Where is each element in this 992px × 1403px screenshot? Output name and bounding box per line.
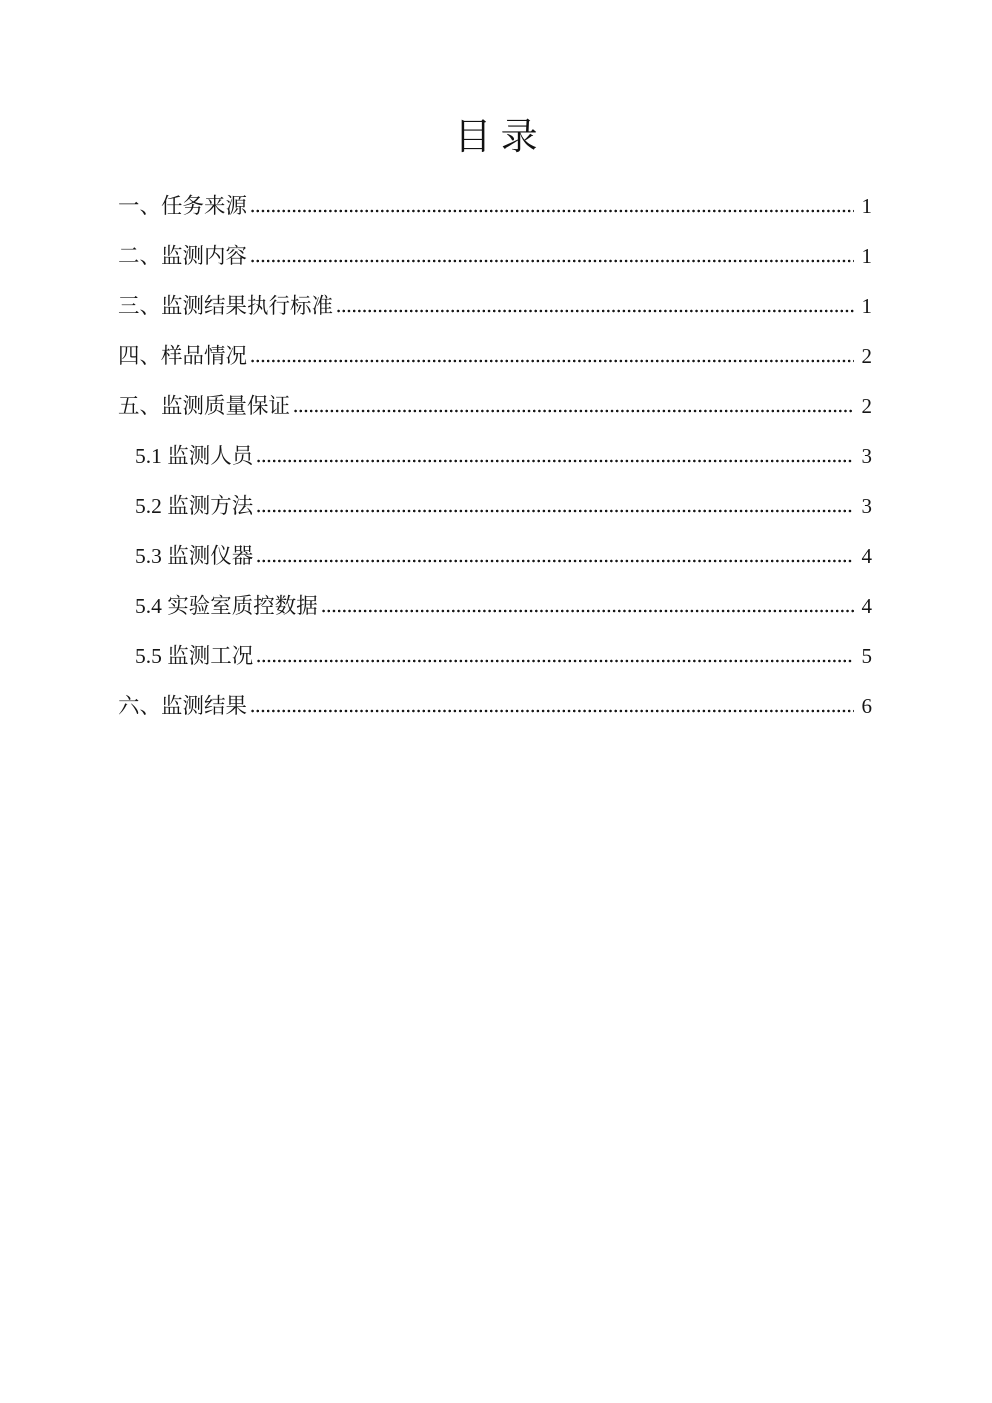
- toc-entry-5[interactable]: [118, 381, 872, 431]
- dot-leader: [336, 309, 854, 313]
- toc-entry-page: 3: [861, 494, 872, 518]
- dot-leader: [256, 559, 854, 563]
- toc-entry-label: 5.5 监测工况: [135, 644, 254, 668]
- toc-entry-label: 四、样品情况: [118, 344, 248, 368]
- toc-entry-page: 1: [861, 294, 872, 318]
- toc-entry-5-5[interactable]: [118, 631, 872, 681]
- toc-entry-label: 5.4 实验室质控数据: [135, 594, 318, 618]
- toc-entry-page: 6: [861, 694, 872, 718]
- toc-entry-2[interactable]: [118, 231, 872, 281]
- dot-leader: [250, 209, 854, 213]
- toc-entry-page: 5: [861, 644, 872, 668]
- toc-entry-label: 五、监测质量保证: [118, 394, 291, 418]
- toc-entry-label: 六、监测结果: [118, 694, 248, 718]
- dot-leader: [293, 409, 854, 413]
- toc-title: 目 录: [454, 117, 538, 158]
- dot-leader: [250, 359, 854, 363]
- dot-leader: [250, 709, 854, 713]
- toc-entry-page: 4: [861, 594, 872, 618]
- toc-entry-3[interactable]: [118, 281, 872, 331]
- toc-entry-label: 一、任务来源: [118, 194, 248, 218]
- toc-entry-label: 5.2 监测方法: [135, 494, 254, 518]
- toc-entry-label: 5.1 监测人员: [135, 444, 254, 468]
- dot-leader: [321, 609, 854, 613]
- toc-entry-label: 5.3 监测仪器: [135, 544, 254, 568]
- toc-entry-page: 1: [861, 244, 872, 268]
- toc-entry-5-1[interactable]: [118, 431, 872, 481]
- toc-entry-label: 二、监测内容: [118, 244, 248, 268]
- toc-entry-5-3[interactable]: [118, 531, 872, 581]
- toc-entry-page: 4: [861, 544, 872, 568]
- toc-entry-label: 三、监测结果执行标准: [118, 294, 334, 318]
- toc-entry-5-4[interactable]: [118, 581, 872, 631]
- toc-entry-page: 2: [861, 394, 872, 418]
- dot-leader: [256, 509, 854, 513]
- toc-list: [0, 181, 992, 731]
- toc-entry-5-2[interactable]: [118, 481, 872, 531]
- dot-leader: [256, 459, 854, 463]
- toc-entry-4[interactable]: [118, 331, 872, 381]
- toc-entry-page: 2: [861, 344, 872, 368]
- toc-entry-page: 3: [861, 444, 872, 468]
- toc-entry-page: 1: [861, 194, 872, 218]
- toc-entry-1[interactable]: [118, 181, 872, 231]
- dot-leader: [250, 259, 854, 263]
- dot-leader: [256, 659, 854, 663]
- toc-entry-6[interactable]: [118, 681, 872, 731]
